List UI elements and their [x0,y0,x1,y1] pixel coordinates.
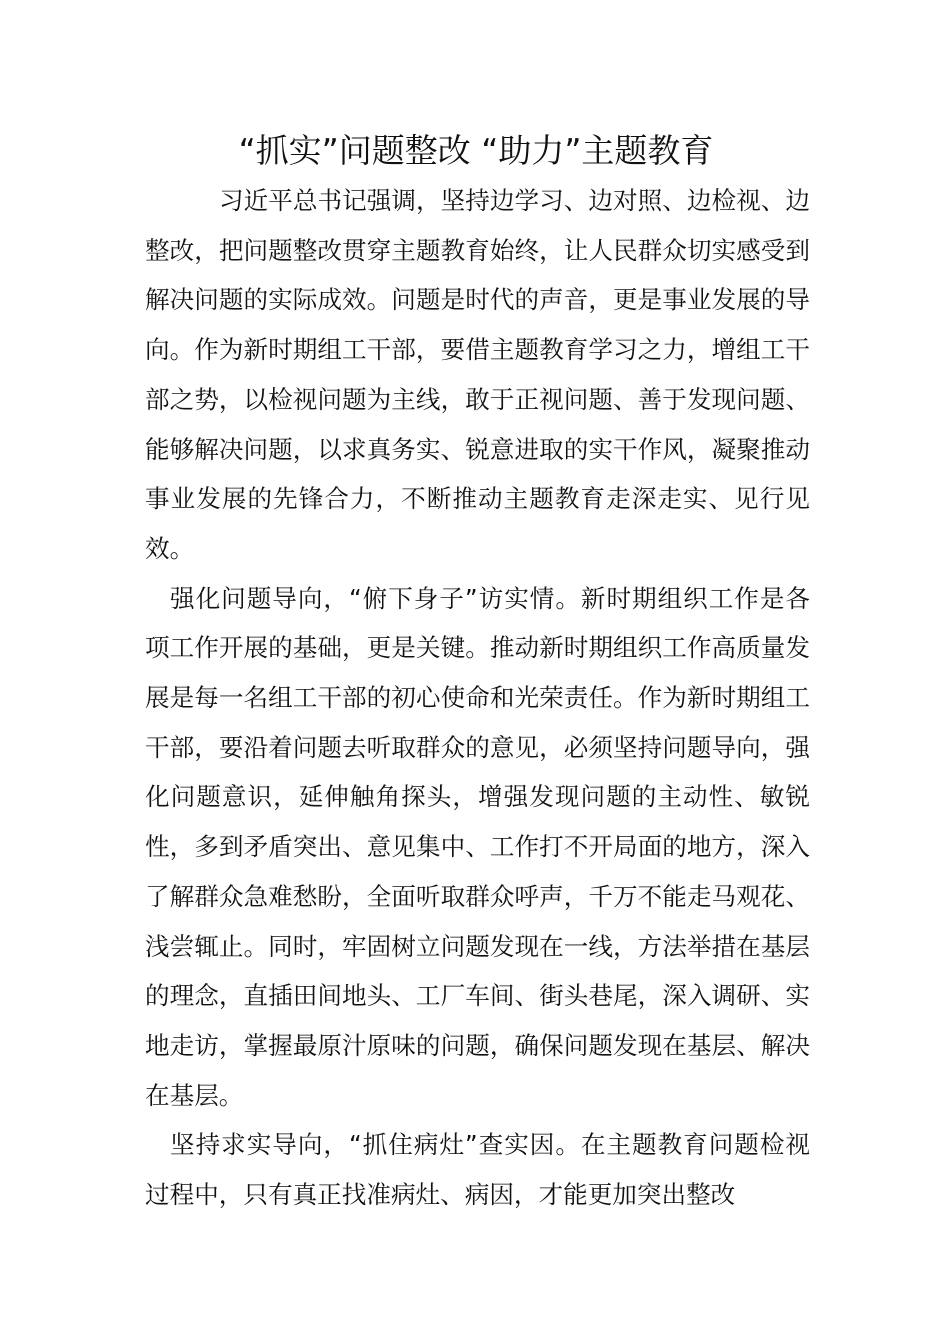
document-title: “抓实”问题整改 “助力”主题教育 [238,131,714,170]
paragraph-1: 习近平总书记强调，坚持边学习、边对照、边检视、边整改，把问题整改贯穿主题教育始终，让人民群众切实感受到解决问题的实际成效。问题是时代的声音，更是事业发展的导向。作为新时期组工干部，要借主题教育学习之力，增组工干部之势，以检视问题为主线，敢于正视问题、善于发现问题、能够解决问题，以求真务实、锐意进取的实干作风，凝聚推动事业发展的先锋合力，不断推动主题教育走深走实、见行见效。 [145,186,810,563]
paragraph-2: 强化问题导向，“俯下身子”访实情。新时期组织工作是各项工作开展的基础，更是关键。推动新时期组织工作高质量发展是每一名组工干部的初心使命和光荣责任。作为新时期组工干部，要沿着问题去听取群众的意见，必须坚持问题导向，强化问题意识，延伸触角探头，增强发现问题的主动性、敏锐性，多到矛盾突出、意见集中、工作打不开局面的地方，深入了解群众急难愁盼，全面听取群众呼声，千万不能走马观花、浅尝辄止。同时，牢固树立问题发现在一线，方法举措在基层的理念，直插田间地头、工厂车间、街头巷尾，深入调研、实地走访，掌握最原汁原味的问题，确保问题发现在基层、解决在基层。 [145,583,810,1110]
paragraph-3: 坚持求实导向，“抓住病灶”查实因。在主题教育问题检视过程中，只有真正找准病灶、病因，才能更加突出整改 [145,1130,810,1210]
document-body [145,176,810,1220]
